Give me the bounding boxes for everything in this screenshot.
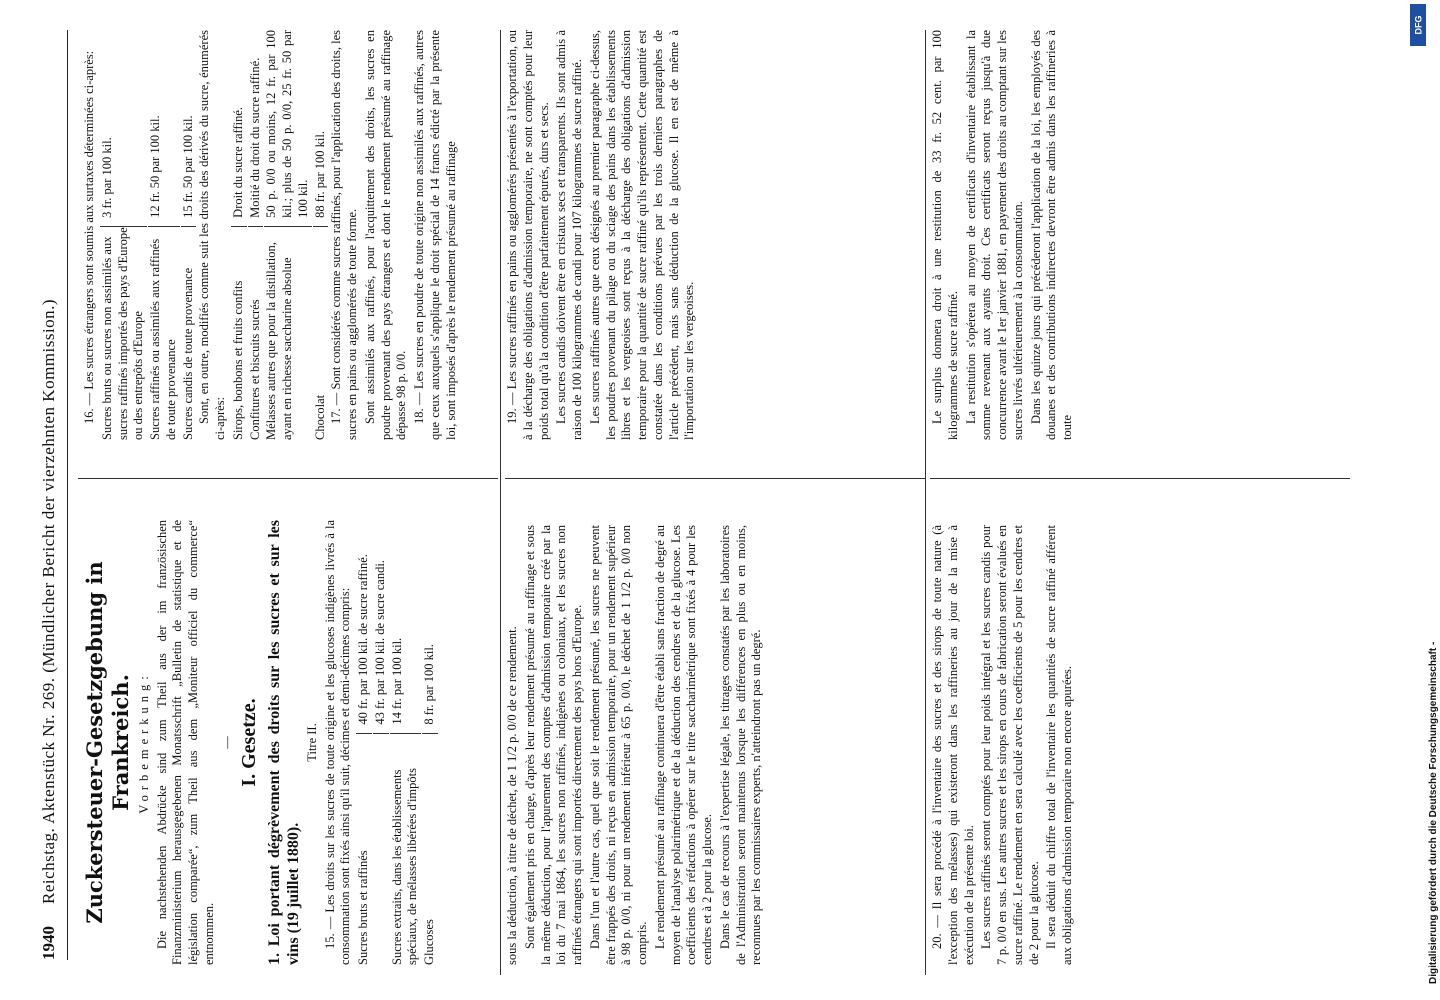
page-number: 1940 — [39, 926, 58, 960]
rate-row: Sirops, bonbons et fruits confits Droit du sucre raffiné. — [231, 30, 247, 440]
rate-row: Chocolat 88 fr. par 100 kil. — [313, 30, 329, 440]
text-column-6 — [930, 30, 1345, 440]
header-rule — [67, 30, 68, 960]
titre-heading: Titre II. — [304, 723, 319, 762]
rate-row: Sucres candis de toute provenance 15 fr. 50 par 100 kil. — [181, 30, 197, 440]
rate-row: 43 fr. par 100 kil. de sucre candi. — [373, 520, 389, 965]
article-17: 17. — Sont considérés comme sucres raffinés, pour l'application des droits, les sucres en pains ou agglomérés de toute forme. — [329, 30, 359, 440]
rate-row: Sucres bruts et raffinés 40 fr. par 100 kil. de sucre raffiné. — [356, 520, 372, 965]
section-heading: I. Gesetze. — [238, 698, 261, 787]
paragraph: Le surplus donnera droit à une restitution de 33 fr. 52 cent. par 100 kilogrammes de sucre raffiné. — [930, 30, 960, 440]
law-title: 1. Loi portant dégrèvement des droits sur les sucres et sur les vins (19 juillet 1880). — [265, 520, 302, 965]
vorbemerkung-text: Die nachstehenden Abdrücke sind zum Theil aus der im französischen Finanzministerium herausgegebenen Monatsschrift „Bulletin de statistique et de législation comparée“, zum Theil aus dem „Moniteur officiel du commerce“ entnommen. — [154, 520, 216, 965]
paragraph: Les sucres candis doivent être en cristaux secs et transparents. Ils sont admis à raison de 100 kilogrammes de candi pour 107 kilogrammes de sucre raffiné. — [554, 30, 584, 440]
rate-row: Glucoses 8 fr. par 100 kil. — [422, 520, 438, 965]
paragraph: Sont également pris en charge, d'après leur rendement présumé au raffinage et sous la même déduction, pour l'apurement des comptes d'admission temporaire créé par la loi du 7 mai 1864, les sucres non raffinés, indigènes ou coloniaux, et les sucres non raffinés étrangers qui sont importés directement des pays hors d'Europe. — [522, 525, 584, 965]
article-17-raffines: Sont assimilés aux raffinés, pour l'acquittement des droits, les sucres en poudre provenant des pays étrangers et dont le rendement présumé au raffinage dépasse 98 p. 0/0. — [362, 30, 409, 440]
paragraph: Les sucres raffinés autres que ceux désignés au premier paragraphe ci-dessus, les poudres provenant du pilage ou du sciage des pains dans les établissements libres et les vergeoises sont reçus à la décharge des obligations d'admission temporaire pour la quantité de sucre raffiné qu'ils représentent. Cette quantité est constatée dans les conditions prévues par les trois derniers paragraphes de l'article précédent, mais sans déduction de la glucose. Il en est de même à l'importation sur les vergeoises. — [587, 30, 697, 440]
paragraph: Il sera déduit du chiffre total de l'inventaire les quantités de sucre raffiné afférent aux obligations d'admission temporaire non encore apurées. — [1044, 525, 1074, 965]
paragraph: Les sucres raffinés seront comptés pour leur poids intégral et les sucres candis pour 7 p. 0/0 en sus. Les autres sucres et les sirops en cours de fabrication seront évalués en sucre raffiné. Le rendement en sera calculé avec les coefficients de 5 pour les cendres et de 2 pour la glucose. — [979, 525, 1041, 965]
paragraph: Dans l'un et l'autre cas, quel que soit le rendement présumé, les sucres ne peuvent être frappés des droits, ni reçus en admission temporaire, pour un rendement supérieur à 98 p. 0/0, ni pour un rendement inférieur à 65 p. 0/0, le déchet de 1 1/2 p. 0/0 non compris. — [587, 525, 649, 965]
document-title: Zuckersteuer-Gesetzgebung in Frankreich. — [82, 561, 134, 924]
text-column-2 — [82, 30, 497, 440]
running-title: Reichstag. Aktenstück Nr. 269. (Mündlicher Bericht der vierzehnten Kommission.) — [39, 298, 58, 904]
paragraph: Le rendement présumé au raffinage continuera d'être établi sans fraction de degré au moyen de l'analyse polarimétrique et de la déduction des cendres et de la glucose. Les coefficients des réfactions à opérer sur le titre saccharimétrique sont fixés à 4 pour les cendres et à 2 pour la glucose. — [652, 525, 714, 965]
article-19: 19. — Les sucres raffinés en pains ou agglomérés présentés à l'exportation, ou à la décharge des obligations d'admission temporaire, ne sont comptés pour leur poids total qu'à la condition d'être parfaitement épurés, durs et secs. — [505, 30, 551, 440]
dfg-logo: DFG — [1410, 4, 1426, 46]
text-column-4 — [505, 30, 920, 440]
rate-row: Confitures et biscuits sucrés Moitié du droit du sucre raffiné. — [248, 30, 264, 440]
paragraph: Dans le cas de recours à l'expertise légale, les titrages constatés par les laboratoires de l'Administration seront maintenus lorsque les différences en plus ou en moins, reconnues par les commissaires experts, n'atteindront pas un degré. — [717, 525, 764, 965]
rate-row: Sucres raffinés ou assimilés aux raffinés de toute provenance 12 fr. 50 par 100 kil. — [148, 30, 180, 440]
separator: — — [219, 736, 234, 749]
column-rule-mid — [505, 478, 925, 479]
digitization-stamp — [1426, 0, 1440, 990]
running-header — [34, 30, 64, 960]
gutter-rule-2 — [925, 30, 926, 975]
text-column-5 — [930, 525, 1350, 965]
article-15: 15. — Les droits sur les sucres de toute origine et les glucoses indigènes livrés à la consommation sont fixés ainsi qu'il suit, décimes et demi-décimes compris: — [322, 520, 353, 965]
article-16: 16. — Les sucres étrangers sont soumis aux surtaxes déterminées ci-après: — [82, 50, 96, 424]
stamp-text: Digitalisierung gefördert durch die Deutsche Forschungsgemeinschaft - — [1427, 641, 1439, 984]
text-column-1 — [82, 520, 502, 965]
article-16-derivatives: Sont, en outre, modifiés comme suit les droits des dérivés du sucre, énumérés ci-après: — [197, 30, 227, 440]
text-column-3 — [505, 525, 925, 965]
paragraph: Dans les quinze jours qui précéderont l'application de la loi, les employés des douanes et des contributions indirectes devront être admis dans les raffineries à toute — [1028, 30, 1074, 440]
rate-row: Mélasses autres que pour la distillation, ayant en richesse saccharine absolue 50 p. 0/0 ou moins, 12 fr. par 100 kil.; plus de 50 p. 0/0, 25 fr. 50 par 100 kil. — [264, 30, 310, 440]
paragraph: sous la déduction, à titre de déchet, de 1 1/2 p. 0/0 de ce rendement. — [505, 626, 519, 965]
rate-row: Sucres extraits, dans les établissements spéciaux, de mélasses libérées d'impôts 14 fr. par 100 kil. — [390, 520, 422, 965]
paragraph: La restitution s'opérera au moyen de certificats d'inventaire établissant la somme revenant aux ayants droit. Ces certificats seront reçus jusqu'à due concurrence avant le 1er janvier 1881, en payement des droits au comptant sur les sucres livrés ultérieurement à la consommation. — [963, 30, 1025, 440]
article-18: 18. — Les sucres en poudre de toute origine non assimilés aux raffinés, autres que ceux auxquels s'applique le droit spécial de 14 francs édicté par la présente loi, sont imposés d'après le rendement présumé au raffinage — [412, 30, 458, 440]
rate-row: Sucres bruts ou sucres non assimilés aux sucres raffinés importés des pays d'Europe ou des entrepôts d'Europe 3 fr. par 100 kil. — [100, 30, 147, 440]
article-20: 20. — Il sera procédé à l'inventaire des sucres et des sirops de toute nature (à l'exception des mélasses) qui existeront dans les raffineries au jour de la mise à exécution de la présente loi. — [930, 525, 976, 965]
column-rule-left — [78, 478, 498, 479]
column-rule-right — [930, 478, 1350, 479]
vorbemerkung-heading: Vorbemerkung: — [136, 671, 151, 814]
